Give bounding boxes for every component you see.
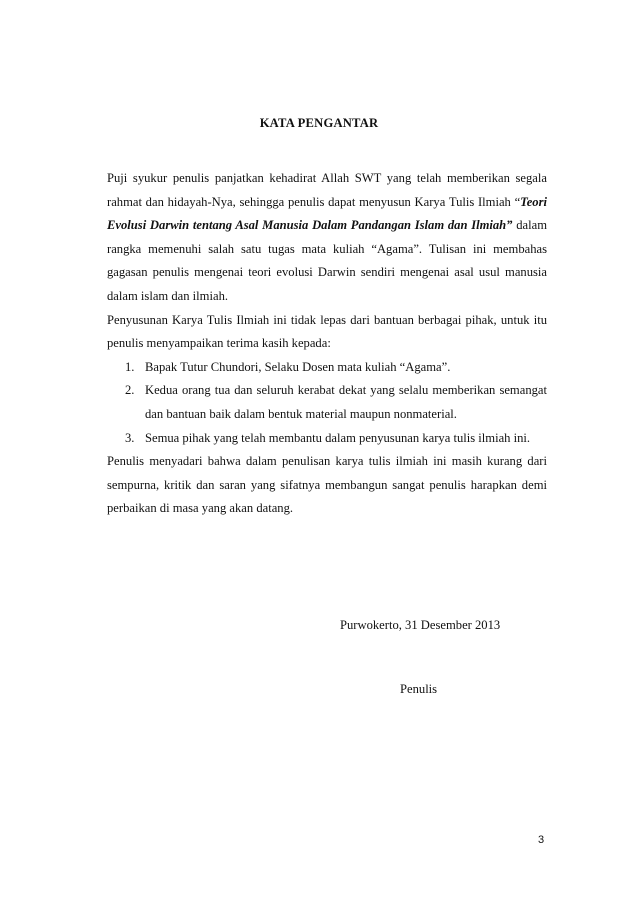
intro-title-emphasis: Teori Evolusi Darwin tentang Asal Manusia Dalam Pandangan Islam dan Ilmiah” <box>107 194 547 233</box>
thanks-list <box>107 356 547 450</box>
list-item <box>125 379 547 426</box>
document-body <box>107 167 547 521</box>
closing-paragraph: Penulis menyadari bahwa dalam penulisan karya tulis ilmiah ini masih kurang dari sempurna, kritik dan saran yang sifatnya membangun sangat penulis harapkan demi perbaikan di masa yang akan datang. <box>107 454 547 516</box>
intro-text-before: Puji syukur penulis panjatkan kehadirat Allah SWT yang telah memberikan segala rahmat dan hidayah-Nya, sehingga penulis dapat menyusun Karya Tulis Ilmiah “ <box>107 171 547 209</box>
list-item-number: 1. <box>125 359 135 374</box>
intro-paragraph <box>107 167 547 309</box>
list-item-number: 3. <box>125 430 135 445</box>
acknowledgement-paragraph: Penyusunan Karya Tulis Ilmiah ini tidak lepas dari bantuan berbagai pihak, untuk itu penulis menyampaikan terima kasih kepada: <box>107 312 547 351</box>
intro-text-after: dalam rangka memenuhi salah satu tugas mata kuliah “Agama”. Tulisan ini membahas gagasan penulis mengenai teori evolusi Darwin sendiri mengenai asal usul manusia dalam islam dan ilmiah. <box>107 218 547 303</box>
signature-place-date: Purwokerto, 31 Desember 2013 <box>340 618 501 632</box>
list-item <box>125 356 547 380</box>
list-item-text: Bapak Tutur Chundori, Selaku Dosen mata kuliah “Agama”. <box>145 359 451 374</box>
list-item <box>125 427 547 451</box>
list-item-number: 2. <box>125 383 135 398</box>
list-item-text: Kedua orang tua dan seluruh kerabat dekat yang selalu memberikan semangat dan bantuan baik dalam bentuk material maupun nonmaterial. <box>145 383 547 421</box>
signature-role: Penulis <box>400 682 438 696</box>
page-title: KATA PENGANTAR <box>259 116 379 130</box>
page-number: 3 <box>538 834 545 846</box>
list-item-text: Semua pihak yang telah membantu dalam penyusunan karya tulis ilmiah ini. <box>145 430 531 445</box>
